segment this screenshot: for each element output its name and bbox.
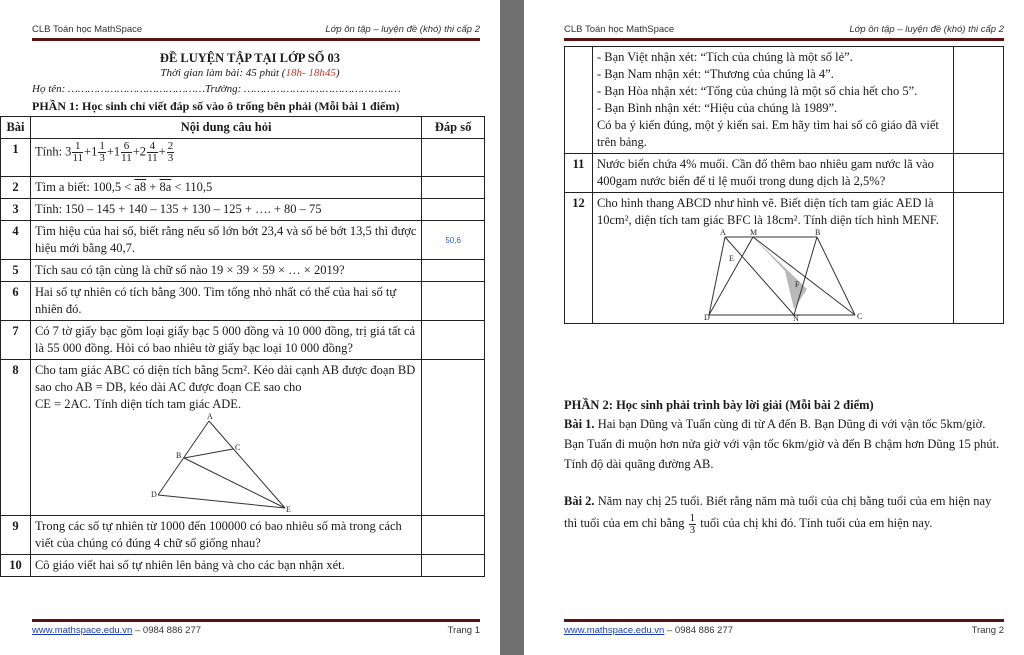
question-number: 11 <box>565 154 593 193</box>
label-n: N <box>792 314 799 323</box>
q8-text-2: CE = 2AC. Tính diện tích tam giác ADE. <box>34 397 242 411</box>
question-number: 7 <box>1 321 31 360</box>
label-e: E <box>728 254 734 263</box>
question-content: Nước biển chứa 4% muối. Cần đổ thêm bao nhiêu gam nước lã vào 400gam nước biển để tỉ lệ muối trong dung dịch là 2,5%? <box>592 154 953 193</box>
page-number: Trang 1 <box>447 625 480 636</box>
segment-bn <box>794 237 817 315</box>
answer-cell[interactable] <box>954 193 1004 324</box>
denominator: 11 <box>147 152 158 164</box>
label-b: B <box>175 451 182 460</box>
col-num-header: Bài <box>1 117 31 139</box>
q10-comment: - Bạn Việt nhận xét: “Tích của chúng là một số lẻ”. <box>596 50 853 64</box>
label-m: M <box>749 228 758 237</box>
footer-contact <box>564 625 733 636</box>
col-content-header: Nội dung câu hỏi <box>30 117 421 139</box>
question-number <box>565 47 593 154</box>
q2-overline-2: 8a <box>159 180 172 194</box>
question-number: 2 <box>1 177 31 199</box>
numerator: 1 <box>99 140 105 152</box>
label-d: D <box>150 490 157 499</box>
segment-ae <box>209 421 285 508</box>
numerator: 6 <box>121 141 132 153</box>
fraction <box>167 141 175 164</box>
table-row <box>1 555 485 577</box>
answer-cell[interactable] <box>422 555 485 577</box>
problem-1-text: Hai bạn Dũng và Tuấn cùng đi từ A đến B. Bạn Dũng đi với vận tốc 5km/giờ. Bạn Tuấn đi muộn hơn nửa giờ với vận tốc 6km/giờ và đến B chậm hơn Dũng 15 phút. Tính độ dài quãng đường AB. <box>564 417 1000 471</box>
label-a: A <box>206 412 213 421</box>
footer-phone: – 0984 886 277 <box>664 625 734 636</box>
q10-task: Có ba ý kiến đúng, một ý kiến sai. Em hãy tìm hai số cô giáo đã viết trên bảng. <box>596 118 939 149</box>
label-c: C <box>856 312 863 321</box>
side-bc <box>817 237 855 315</box>
answer-cell[interactable] <box>422 199 485 221</box>
segment-bc <box>184 449 233 458</box>
side-ad <box>709 237 725 315</box>
table-header-row <box>1 117 485 139</box>
footer-divider <box>32 619 480 622</box>
question-number: 8 <box>1 360 31 516</box>
answer-cell[interactable] <box>422 516 485 555</box>
question-number: 1 <box>1 139 31 177</box>
segment-mc <box>753 237 855 315</box>
answer-cell[interactable]: 50,6 <box>422 221 485 260</box>
question-content <box>30 139 421 177</box>
question-number: 4 <box>1 221 31 260</box>
q10-comment: - Bạn Hòa nhận xét: “Tổng của chúng là một số chia hết cho 5”. <box>596 84 918 98</box>
time-close: ) <box>335 67 340 79</box>
operator: + <box>158 144 166 159</box>
q8-text-1: Cho tam giác ABC có diện tích bằng 5cm². Kéo dài cạnh AB được đoạn BD sao cho AB = DB, kéo dài AC được đoạn CE sao cho <box>34 363 416 394</box>
q2-overline-1: a8 <box>134 180 147 194</box>
problem-2-text-2: tuổi của chị khi đó. Tính tuổi của em hiện nay. <box>697 516 933 530</box>
trapezoid-abcd-figure <box>705 229 875 321</box>
page-footer <box>32 625 480 639</box>
segment-be <box>184 458 285 508</box>
part2-title: PHẦN 2: Học sinh phải trình bày lời giải (Mỗi bài 2 điểm) <box>564 398 874 412</box>
question-content: Tích sau có tận cùng là chữ số nào 19 × 39 × 59 × … × 2019? <box>30 260 421 282</box>
exam-time <box>0 67 500 79</box>
table-row <box>1 282 485 321</box>
fraction <box>689 513 697 536</box>
question-content: Hai số tự nhiên có tích bằng 300. Tìm tổng nhỏ nhất có thể của hai số tự nhiên đó. <box>30 282 421 321</box>
footer-divider <box>564 619 1004 622</box>
denominator: 11 <box>121 152 132 164</box>
label-c: C <box>234 443 241 452</box>
table-row <box>1 360 485 516</box>
fraction <box>98 141 106 164</box>
header-course: Lớp ôn tập – luyện đề (khó) thi cấp 2 <box>325 24 480 35</box>
problem-2 <box>564 490 1004 536</box>
denominator: 3 <box>167 152 174 164</box>
label-a: A <box>719 228 726 237</box>
answer-cell[interactable] <box>422 282 485 321</box>
denominator: 3 <box>99 152 105 164</box>
segment-md <box>709 237 753 315</box>
header-divider <box>32 38 480 41</box>
name-school-line: Họ tên: ……………………………………Trường: ………………………………………… <box>32 83 401 95</box>
table-row <box>1 321 485 360</box>
operator: +1 <box>84 144 98 159</box>
question-table-1 <box>0 116 485 577</box>
answer-cell[interactable] <box>422 321 485 360</box>
segment-ad <box>158 421 209 495</box>
page-footer <box>564 625 1004 639</box>
question-content: Tìm hiệu của hai số, biết rằng nếu số lớn bớt 23,4 và số bé bớt 13,5 thì được hiệu mới bằng 40,7. <box>30 221 421 260</box>
question-content: Cô giáo viết hai số tự nhiên lên bảng và cho các bạn nhận xét. <box>30 555 421 577</box>
problem-1-label: Bài 1. <box>564 417 595 431</box>
table-row <box>1 516 485 555</box>
question-content: Có 7 tờ giấy bạc gồm loại giấy bạc 5 000 đồng và 10 000 đồng, trị giá tất cả là 55 000 đồng. Hỏi có bao nhiêu tờ giấy bạc loại 10 000 đồng? <box>30 321 421 360</box>
label-b: B <box>814 228 821 237</box>
segment-de <box>158 495 285 508</box>
label-e: E <box>285 505 291 514</box>
q2-post: < 110,5 <box>171 180 213 194</box>
header-course: Lớp ôn tập – luyện đề (khó) thi cấp 2 <box>849 24 1004 35</box>
header-club: CLB Toán học MathSpace <box>32 24 143 35</box>
q10-comment: - Bạn Bình nhận xét: “Hiệu của chúng là 1989”. <box>596 101 838 115</box>
part1-title: PHẦN 1: Học sinh chỉ viết đáp số vào ô trống bên phải (Mỗi bài 1 điểm) <box>32 99 400 113</box>
header-club: CLB Toán học MathSpace <box>564 24 675 35</box>
problem-2-label: Bài 2. <box>564 494 595 508</box>
answer-cell[interactable] <box>954 154 1004 193</box>
numerator: 2 <box>167 140 174 152</box>
triangle-ade-figure <box>150 412 335 514</box>
question-content: Trong các số tự nhiên từ 1000 đến 100000 có bao nhiêu số mà trong cách viết của chúng có đúng 4 chữ số giống nhau? <box>30 516 421 555</box>
table-row <box>1 260 485 282</box>
problem-1 <box>564 414 1004 474</box>
q12-text: Cho hình thang ABCD như hình vẽ. Biết diện tích tam giác AED là 10cm², diện tích tam giác BFC là 18cm². Tính diện tích hình MENF. <box>596 196 939 227</box>
col-answer-header: Đáp số <box>422 117 485 139</box>
table-row <box>565 193 1004 324</box>
time-label: Thời gian làm bài: 45 phút ( <box>160 67 286 79</box>
question-content <box>592 193 953 324</box>
question-number: 3 <box>1 199 31 221</box>
table-row <box>565 47 1004 154</box>
page-2 <box>524 0 1024 655</box>
table-row <box>1 221 485 260</box>
website-link[interactable]: www.mathspace.edu.vn <box>32 625 133 636</box>
table-row <box>1 139 485 177</box>
question-number: 6 <box>1 282 31 321</box>
numerator: 1 <box>72 141 83 153</box>
footer-contact <box>32 625 201 636</box>
question-content <box>30 177 421 199</box>
q1-prefix: Tính: 3 <box>34 144 72 159</box>
q10-comment: - Bạn Nam nhận xét: “Thương của chúng là 4”. <box>596 67 834 81</box>
question-number: 10 <box>1 555 31 577</box>
fraction <box>147 141 158 164</box>
segment-an <box>725 237 794 315</box>
answer-cell[interactable] <box>422 177 485 199</box>
exam-title: ĐỀ LUYỆN TẬP TẠI LỚP SỐ 03 <box>159 51 341 65</box>
website-link[interactable]: www.mathspace.edu.vn <box>564 625 665 636</box>
question-number: 9 <box>1 516 31 555</box>
answer-cell[interactable] <box>422 260 485 282</box>
table-row <box>1 177 485 199</box>
answer-cell[interactable] <box>954 47 1004 154</box>
q2-plus: + <box>146 180 160 194</box>
page-1 <box>0 0 500 655</box>
header-divider <box>564 38 1004 41</box>
label-f: F <box>794 280 800 289</box>
table-row <box>565 154 1004 193</box>
q2-pre: Tìm a biết: 100,5 < <box>34 180 135 194</box>
denominator: 11 <box>72 152 84 164</box>
question-number: 12 <box>565 193 593 324</box>
fraction <box>72 141 83 164</box>
numerator: 1 <box>689 511 696 524</box>
question-content <box>30 360 421 516</box>
operator: +2 <box>132 144 147 159</box>
numerator: 4 <box>147 141 158 153</box>
answer-cell[interactable] <box>422 139 485 177</box>
question-content: Tính: 150 – 145 + 140 – 135 + 130 – 125 + …. + 80 – 75 <box>30 199 421 221</box>
question-content <box>592 47 953 154</box>
page-number: Trang 2 <box>971 625 1004 636</box>
question-table-2 <box>564 46 1004 324</box>
label-d: D <box>703 313 710 322</box>
denominator: 3 <box>689 523 696 536</box>
operator: +1 <box>106 144 121 159</box>
fraction <box>121 141 132 164</box>
table-row <box>1 199 485 221</box>
footer-phone: – 0984 886 277 <box>132 625 202 636</box>
time-range: 18h- 18h45 <box>285 67 336 79</box>
question-number: 5 <box>1 260 31 282</box>
answer-cell[interactable] <box>422 360 485 516</box>
problem-2-text-1: Năm nay chị 25 tuổi. Biết rằng năm mà tuổi của chị bằng tuổi của em hiện nay thì tuổi của em chỉ bằng <box>564 494 992 530</box>
